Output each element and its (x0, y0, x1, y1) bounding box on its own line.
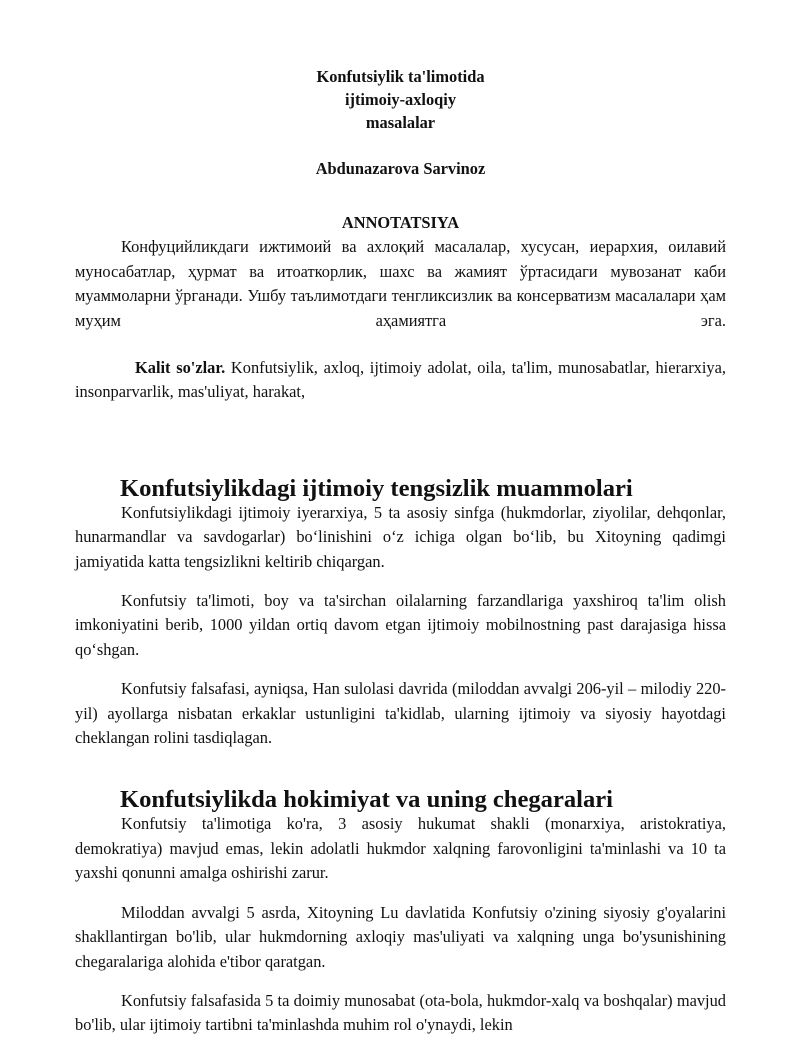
section-2-paragraph-1: Konfutsiy ta'limotiga ko'ra, 3 asosiy hukumat shakli (monarxiya, aristokratiya, demokratiya) mavjud emas, lekin adolatli hukmdor xalqning farovonligini ta'minlashi va 10 ta yaxshi qonunni amalga oshirishi zarur. (75, 814, 726, 883)
keywords-list: Konfutsiylik, axloq, ijtimoiy adolat, oila, ta'lim, munosabatlar, hierarxiya, insonparvarlik, mas'uliyat, harakat, (75, 358, 726, 402)
title-line-2: ijtimoiy-axloqiy (344, 89, 457, 109)
section-1-paragraph-2: Konfutsiy ta'limoti, boy va ta'sirchan oilalarning farzandlariga yaxshiroq ta'lim olish imkoniyatini berib, 1000 yildan ortiq davom etgan ijtimoiy mobilnostning past darajasiga hissa qo‘shgan. (75, 591, 726, 659)
title-line-1: Konfutsiylik ta'limotida (316, 67, 485, 86)
section-2-paragraph-3: Konfutsiy falsafasida 5 ta doimiy munosabat (ota-bola, hukmdor-xalq va boshqalar) mavjud bo'lib, ular ijtimoiy tartibni ta'minlashda muhim rol o'ynaydi, lekin (75, 990, 726, 1035)
paper-title (75, 66, 726, 134)
title-line-3: masalalar (365, 112, 436, 132)
author-name: Abdunazarova Sarvinoz (315, 159, 486, 179)
section-1-paragraph-1: Konfutsiylikdagi ijtimoiy iyerarxiya, 5 ta asosiy sinfga (hukmdorlar, ziyolilar, dehqonlar, hunarmandlar va savdogarlar) bo‘linishini o‘z ichiga olgan bo‘lib, bu Xitoyning qadimgi jamiyatida katta tengsizlikni keltirib chiqargan. (75, 502, 726, 571)
keywords-label: Kalit so'zlar. (135, 358, 226, 378)
annotation-paragraph: Конфуцийликдаги ижтимоий ва ахлоқий масалалар, хусусан, иерархия, оилавий муносабатлар, ҳурмат ва итоаткорлик, шахс ва жамият ўртасидаги мувозанат каби муаммоларни ўрганади. Ушбу таълимотдаги тенгликсизлик ва консерватизм масалалари ҳам муҳим аҳамиятга эга. (75, 237, 726, 330)
section-heading-power: Konfutsiylikda hokimiyat va uning chegaralari (120, 786, 614, 814)
section-2-paragraph-2: Miloddan avvalgi 5 asrda, Xitoyning Lu davlatida Konfutsiy o'zining siyosiy g'oyalarini shakllantirgan bo'lib, ular hukmdorning axloqiy mas'uliyati va xalqning unga bo'ysunishining chegaralariga alohida e'tibor qaratgan. (75, 902, 726, 971)
section-1-paragraph-3: Konfutsiy falsafasi, ayniqsa, Han sulolasi davrida (miloddan avvalgi 206-yil – milodiy 220-yil) ayollarga nisbatan erkaklar ustunligini ta'kidlab, ularning ijtimoiy va siyosiy hayotdagi cheklangan rolini tasdiqlagan. (75, 679, 726, 748)
section-heading-inequality: Konfutsiylikdagi ijtimoiy tengsizlik muammolari (120, 474, 633, 502)
annotation-heading: ANNOTATSIYA (341, 213, 460, 233)
keywords-paragraph (75, 356, 726, 405)
paper-page (75, 66, 726, 1038)
